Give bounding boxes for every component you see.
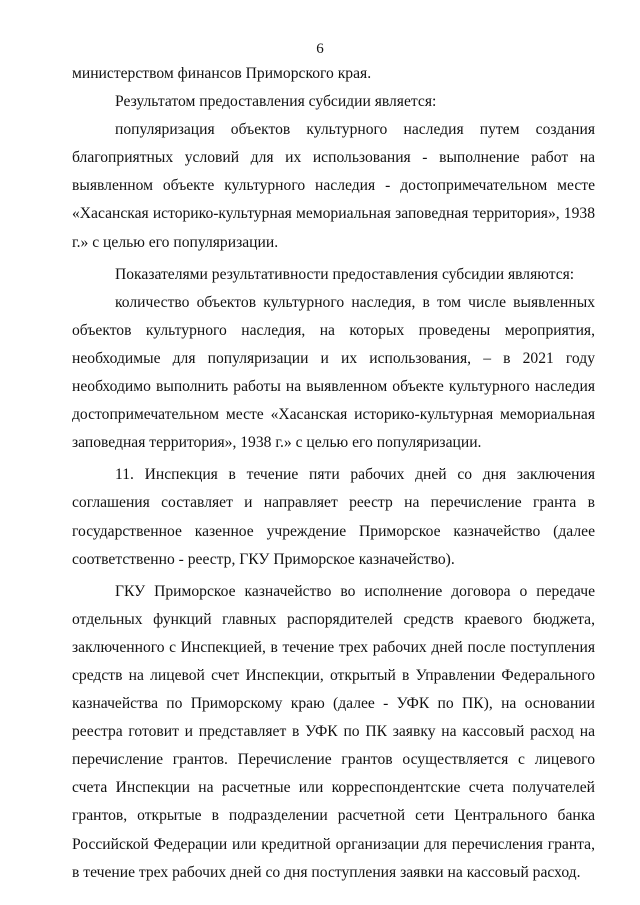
paragraph-result-intro: Результатом предоставления субсидии является:	[115, 93, 437, 111]
page-number: 6	[316, 41, 324, 57]
paragraph-treasury: ГКУ Приморское казначейство во исполнение договора о передаче отдельных функций главных распорядителей средств краевого бюджета, заключенного с Инспекцией, в течение трех рабочих дней после поступления средств на лицевой счет Инспекции, открытый в Управлении Федерального казначейства по Приморскому краю (далее - УФК по ПК), на основании реестра готовит и представляет в УФК по ПК заявку на кассовый расход на перечисление грантов. Перечисление грантов осуществляется с лицевого счета Инспекции на расчетные или корреспондентские счета получателей грантов, открытые в подразделении расчетной сети Центрального банка Российской Федерации или кредитной организации для перечисления гранта, в течение трех рабочих дней со дня поступления заявки на кассовый расход.	[72, 582, 595, 881]
document-body	[72, 60, 595, 887]
paragraph-item-11: 11. Инспекция в течение пяти рабочих дней со дня заключения соглашения составляет и направляет реестр на перечисление гранта в государственное казенное учреждение Приморское казначейство (далее соответственно - реестр, ГКУ Приморское казначейство).	[72, 466, 595, 568]
paragraph-continuation: министерством финансов Приморского края.	[72, 65, 372, 82]
paragraph-indicators-description: количество объектов культурного наследия, в том числе выявленных объектов культурного наследия, на которых проведены мероприятия, необходимые для популяризации и их использования, – в 2021 году необходимо выполнить работы на выявленном объекте культурного наследия достопримечательном месте «Хасанская историко-культурная мемориальная заповедная территория», 1938 г.» с целью его популяризации.	[72, 293, 595, 452]
paragraph-indicators-intro: Показателями результативности предоставления субсидии являются:	[115, 265, 575, 283]
paragraph-result-description: популяризация объектов культурного наследия путем создания благоприятных условий для их использования - выполнение работ на выявленном объекте культурного наследия - достопримечательном месте «Хасанская историко-культурная мемориальная заповедная территория», 1938 г.» с целью его популяризации.	[72, 121, 595, 251]
